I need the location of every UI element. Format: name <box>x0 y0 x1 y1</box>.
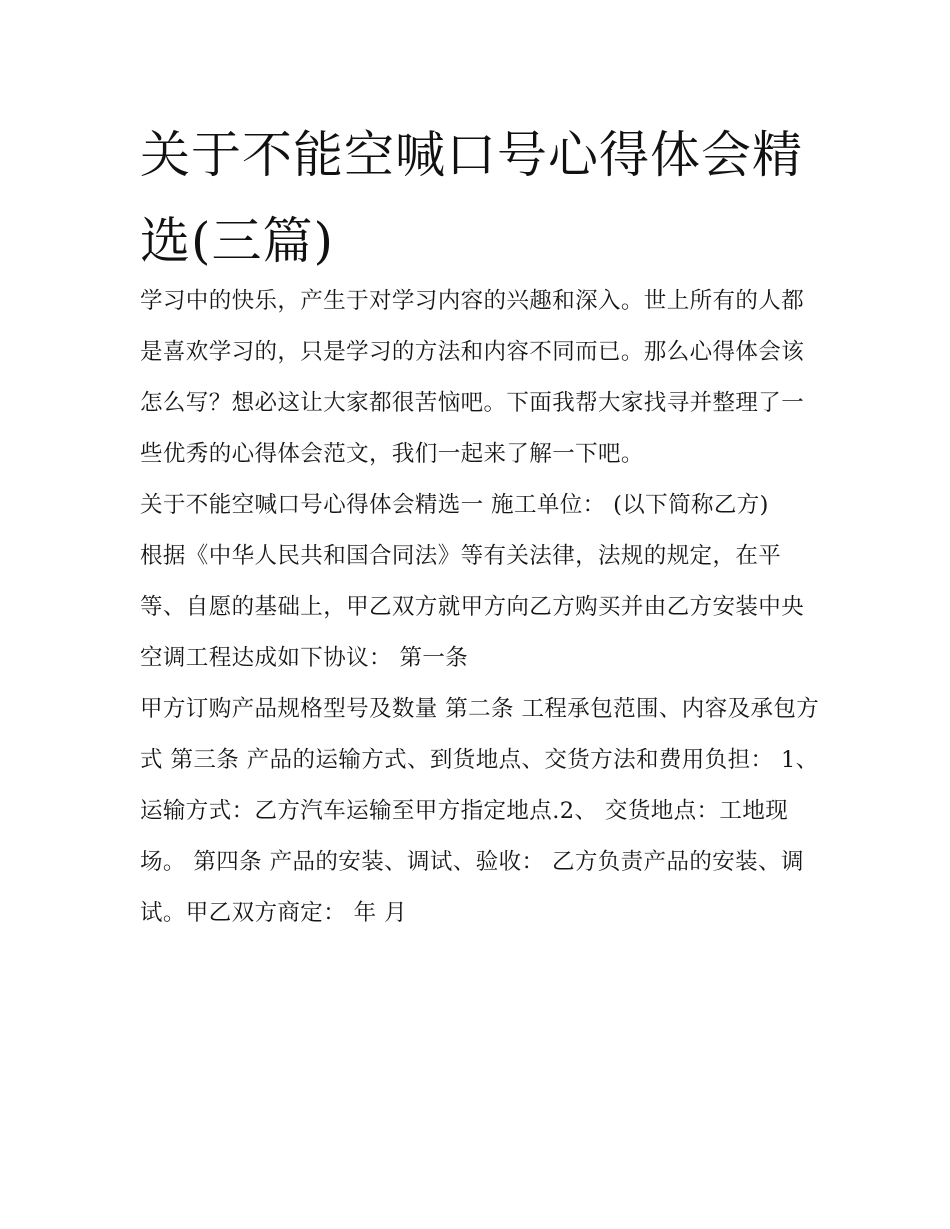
document-title: 关于不能空喊口号心得体会精选(三篇) <box>140 126 803 270</box>
section-one-heading-paragraph: 关于不能空喊口号心得体会精选一 施工单位： (以下简称乙方) <box>140 492 769 518</box>
transport-installation-paragraph: 运输方式：乙方汽车运输至甲方指定地点.2、 交货地点：工地现场。 第四条 产品的安装、调试、验收： 乙方负责产品的安装、调试。甲乙双方商定： 年 月 <box>140 798 804 926</box>
product-scope-paragraph: 甲方订购产品规格型号及数量 第二条 工程承包范围、内容及承包方式 第三条 产品的运输方式、到货地点、交货方法和费用负担： 1、 <box>140 696 820 773</box>
document-body <box>140 276 820 939</box>
intro-paragraph: 学习中的快乐，产生于对学习内容的兴趣和深入。世上所有的人都是喜欢学习的，只是学习的方法和内容不同而已。那么心得体会该怎么写？想必这让大家都很苦恼吧。下面我帮大家找寻并整理了一些优秀的心得体会范文，我们一起来了解一下吧。 <box>140 288 805 467</box>
contract-basis-paragraph: 根据《中华人民共和国合同法》等有关法律，法规的规定，在平等、自愿的基础上，甲乙双方就甲方向乙方购买并由乙方安装中央空调工程达成如下协议： 第一条 <box>140 543 805 671</box>
